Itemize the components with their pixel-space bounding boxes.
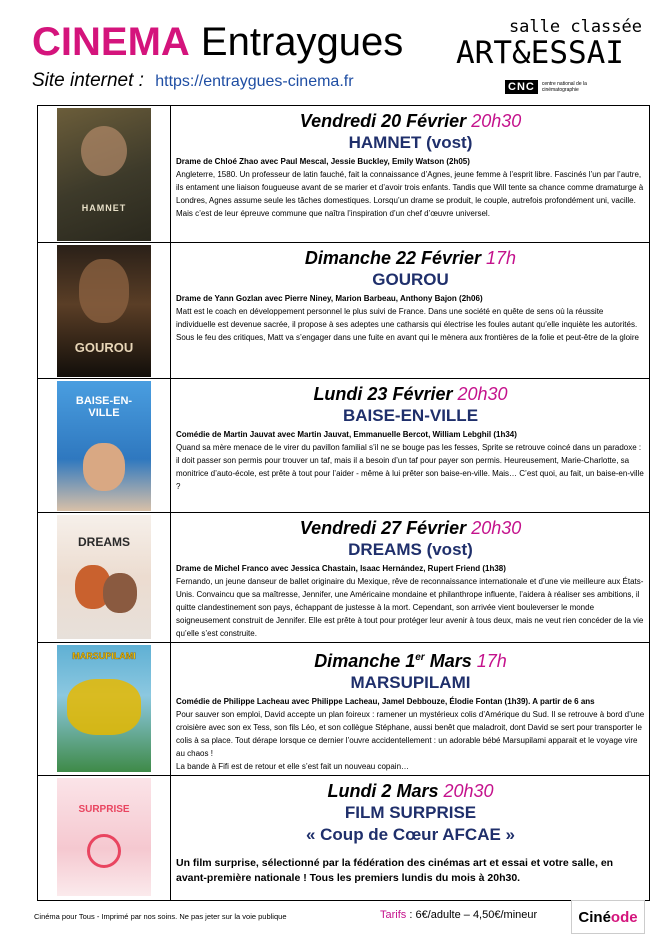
poster-title: GOUROU <box>74 340 134 355</box>
footer-note: Cinéma pour Tous - Imprimé par nos soins. Ne pas jeter sur la voie publique <box>34 912 287 921</box>
poster-baise-en-ville <box>57 381 151 511</box>
town-name: Entraygues <box>200 20 404 64</box>
film-date: Vendredi 20 Février 20h30 <box>299 111 522 131</box>
film-title: GOUROU <box>372 270 449 289</box>
film-date: Lundi 2 Mars 20h30 <box>327 781 494 801</box>
film-row <box>38 513 650 643</box>
film-row <box>38 379 650 513</box>
poster-surprise <box>57 778 151 896</box>
poster-gourou <box>57 245 151 377</box>
cnc-logo <box>505 80 602 94</box>
classified-label: salle classée <box>508 17 642 37</box>
poster-title: SURPRISE <box>78 804 130 815</box>
cinema-word: CINEMA <box>32 20 190 64</box>
poster-marsupilami <box>57 645 151 772</box>
film-date: Dimanche 1er Mars 17h <box>314 651 507 671</box>
poster-title: MARSUPILAMI <box>72 651 136 661</box>
film-synopsis: Fernando, un jeune danseur de ballet originaire du Mexique, rêve de reconnaissance internationale et d’une vie meilleure aux États-Unis. Convaincu que sa maîtresse, Jennifer, une Américaine mondaine et philanthrope influente, l’aidera à réaliser ses ambitions, il quitte clandestinement son pays, échappant de justesse à la mort. Cependant, son arrivée vient bouleverser le monde soigneusement construit de Jennifer. Elle est prête à tout pour protéger leur avenir à tous deux, mais ne veut rien concéder de la vie qu’elle s’est construite. <box>176 577 644 638</box>
poster-dreams <box>57 515 151 639</box>
film-date: Vendredi 27 Février 20h30 <box>299 518 522 538</box>
film-credits: Comédie de Philippe Lacheau avec Philippe Lacheau, Jamel Debbouze, Élodie Fontan (1h39). A partir de 6 ans <box>176 697 595 706</box>
film-credits: Drame de Michel Franco avec Jessica Chastain, Isaac Hernández, Rupert Friend (1h38) <box>176 564 506 573</box>
film-title: FILM SURPRISE <box>344 803 477 822</box>
heart-icon <box>87 834 121 868</box>
film-date: Dimanche 22 Février 17h <box>304 248 517 268</box>
film-title: MARSUPILAMI <box>350 673 471 692</box>
poster-title: DREAMS <box>77 535 130 549</box>
film-row <box>38 643 650 776</box>
film-row <box>38 243 650 379</box>
poster-hamnet <box>57 108 151 241</box>
film-date: Lundi 23 Février 20h30 <box>313 384 508 404</box>
poster-figure <box>83 443 125 491</box>
cinema-title <box>32 18 403 66</box>
surprise-note: Un film surprise, sélectionné par la fédération des cinémas art et essai et votre salle, en avant-première nationale ! Tous les premiers lundis du mois à 20h30. <box>176 857 614 884</box>
poster-figure-2 <box>103 573 137 613</box>
site-label: Site internet : <box>32 70 144 91</box>
cineode-logo: Ciné ode <box>571 900 645 934</box>
cnc-mark: CNC <box>505 80 538 94</box>
art-essai-logo <box>456 18 656 70</box>
film-synopsis-extra: La bande à Fifi est de retour et elle s’est fait un nouveau copain… <box>176 762 410 771</box>
poster-title: HAMNET <box>81 203 127 213</box>
film-row <box>38 106 650 243</box>
cnc-text: centre national de la cinématographie <box>541 81 587 93</box>
film-subtitle: « Coup de Cœur AFCAE » <box>305 825 516 844</box>
film-synopsis: Pour sauver son emploi, David accepte un plan foireux : ramener un mystérieux colis d’Amérique du Sud. Il se retrouve à bord d’une croisière avec son ex Tess, son fils Léo, et son collègue Stéphane, aussi benêt que maladroit, dont David se sert pour transporter le colis à sa place. Tout dérape lorsque ce dernier l’ouvre accidentellement : un adorable bébé Marsupilami apparait et le voyage vire au chaos ! <box>176 710 645 758</box>
film-title: BAISE-EN-VILLE <box>342 406 479 425</box>
poster-figure <box>81 126 127 176</box>
film-credits: Comédie de Martin Jauvat avec Martin Jauvat, Emmanuelle Bercot, William Lebghil (1h34) <box>176 430 517 439</box>
film-credits: Drame de Chloé Zhao avec Paul Mescal, Jessie Buckley, Emily Watson (2h05) <box>176 157 470 166</box>
film-title: DREAMS (vost) <box>348 540 473 559</box>
film-credits: Drame de Yann Gozlan avec Pierre Niney, Marion Barbeau, Anthony Bajon (2h06) <box>176 294 483 303</box>
poster-figure <box>67 679 141 735</box>
art-essai-text: ART&ESSAI <box>456 35 624 71</box>
film-synopsis: Angleterre, 1580. Un professeur de latin fauché, fait la connaissance d’Agnes, jeune femme à l’esprit libre. Fascinés l’un par l’autre, ils entament une liaison fougueuse avant de se marier et d’avoir trois enfants. Tandis que Will tente sa chance comme dramaturge à Londres, Agnes assume seule les tâches domestiques. Lorsqu’un drame se produit, le couple, autrefois profondément uni, vacille. Mais c’est de leur épreuve commune que naîtra l’inspiration d’un chef d’œuvre universel. <box>176 170 644 218</box>
tarif-line <box>380 909 537 921</box>
programme-table <box>37 105 650 901</box>
tarif-value: : 6€/adulte – 4,50€/mineur <box>406 909 538 921</box>
film-title: HAMNET (vost) <box>348 133 473 152</box>
film-row <box>38 776 650 901</box>
poster-figure <box>79 259 129 323</box>
film-synopsis: Quand sa mère menace de le virer du pavillon familial s’il ne se bouge pas les fesses, Sprite se retrouve coincé dans un paradoxe : il doit passer son permis pour trouver un taf, mais il a besoin d’un taf pour payer son permis. Heureusement, Marie-Charlotte, sa monitrice d’auto-école, est prête à tout pour l’aider - même à lui prêter son baise-en-ville. Mais… C’est quoi, au fait, un baise-en-ville ? <box>176 443 644 491</box>
site-link[interactable]: https://entraygues-cinema.fr <box>155 73 354 90</box>
film-synopsis: Matt est le coach en développement personnel le plus suivi de France. Dans une société en quête de sens où la réussite individuelle est devenue sacrée, il propose à ses adeptes une catharsis qui électrise les foules autant qu’elle inquiète les autorités. Sous le feu des critiques, Matt va s’engager dans une fuite en avant qui le mènera aux frontières de la folie et peut-être de la gloire <box>176 307 639 342</box>
tarif-label: Tarifs <box>380 909 407 921</box>
poster-title: BAISE-EN-VILLE <box>75 395 133 419</box>
site-line <box>32 70 354 92</box>
